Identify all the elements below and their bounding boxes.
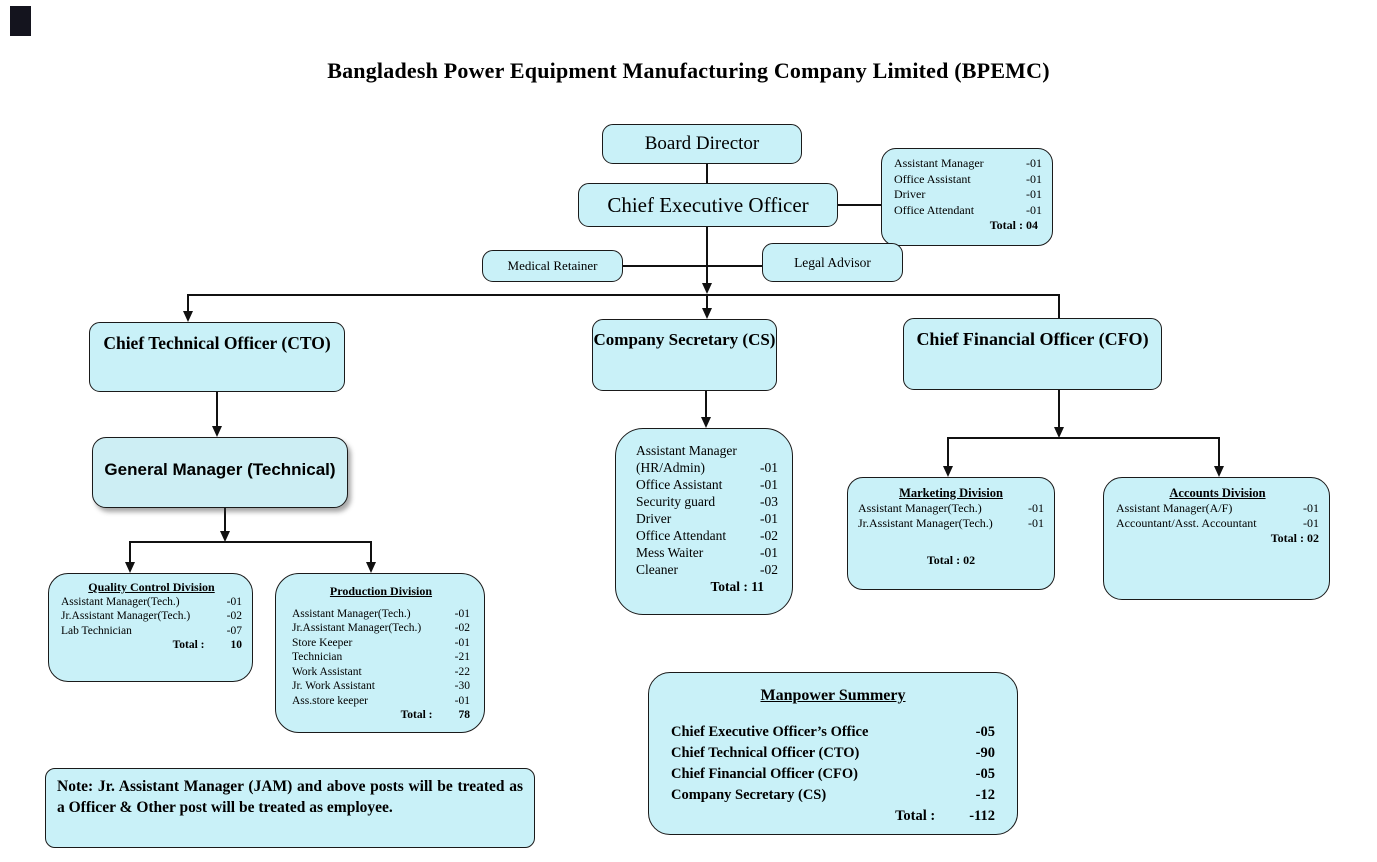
staff-row: Assistant Manager(Tech.) -01 bbox=[858, 501, 1044, 515]
division-title: Production Division bbox=[329, 584, 433, 598]
staff-row: Accountant/Asst. Accountant -01 bbox=[1116, 516, 1319, 530]
staff-row: Mess Waiter -01 bbox=[636, 545, 778, 560]
node-gm-technical bbox=[92, 437, 348, 508]
page-corner-mark bbox=[10, 6, 31, 36]
staff-row: Jr.Assistant Manager(Tech.) -01 bbox=[858, 516, 1044, 530]
note-text: Note: Jr. Assistant Manager (JAM) and above posts will be treated as a Officer & Other post will be treated as employee. bbox=[57, 778, 523, 816]
arrow-into-qc-icon bbox=[125, 562, 135, 573]
staff-row: Chief Executive Officer’s Office -05 bbox=[671, 724, 995, 740]
staff-total: Total : 04 bbox=[989, 218, 1038, 232]
connector-ceo-to-office bbox=[838, 204, 881, 206]
staff-row: Assistant Manager -01 bbox=[894, 156, 1042, 170]
staff-row: Assistant Manager(A/F) -01 bbox=[1116, 501, 1319, 515]
total-value: -112 bbox=[969, 808, 995, 824]
connector-drop-cto bbox=[187, 294, 189, 311]
connector-drop-cfo bbox=[1058, 294, 1060, 319]
connector-drop-accounts bbox=[1218, 437, 1220, 466]
connector-gm-down bbox=[224, 508, 226, 531]
total-value: 10 bbox=[230, 639, 242, 651]
node-medical-retainer bbox=[482, 250, 623, 282]
staff-rows bbox=[292, 607, 470, 709]
total-label: Total : bbox=[400, 709, 433, 721]
connector-drop-marketing bbox=[947, 437, 949, 466]
staff-row: Chief Financial Officer (CFO) -05 bbox=[671, 766, 995, 782]
arrow-into-gm-icon bbox=[212, 426, 222, 437]
node-legal-advisor bbox=[762, 243, 903, 282]
node-label: Company Secretary (CS) bbox=[593, 330, 776, 349]
staff-row: Jr.Assistant Manager(Tech.) -02 bbox=[292, 622, 470, 634]
node-label: Chief Financial Officer (CFO) bbox=[916, 329, 1149, 349]
connector-gm-split-bar bbox=[129, 541, 372, 543]
arrow-into-cto-icon bbox=[183, 311, 193, 322]
summary-total bbox=[671, 806, 995, 827]
division-title: Accounts Division bbox=[1169, 486, 1266, 500]
connector-cto-to-gm bbox=[216, 392, 218, 427]
staff-row: Office Assistant -01 bbox=[894, 171, 1042, 186]
connector-cs-to-staff bbox=[705, 391, 707, 418]
arrow-into-cs-staff-icon bbox=[701, 417, 711, 428]
staff-rows bbox=[858, 501, 1044, 531]
staff-total bbox=[292, 708, 470, 723]
staff-total bbox=[61, 638, 242, 653]
node-cfo bbox=[903, 318, 1162, 390]
division-title: Marketing Division bbox=[899, 486, 1003, 500]
staff-total: Total : 02 bbox=[1270, 531, 1319, 545]
staff-row: Assistant Manager(Tech.) -01 bbox=[61, 595, 242, 608]
page-title: Bangladesh Power Equipment Manufacturing Company Limited (BPEMC) bbox=[327, 58, 1050, 83]
staff-total: Total : 02 bbox=[926, 553, 976, 567]
division-title: Quality Control Division bbox=[88, 580, 215, 594]
note-box bbox=[45, 768, 535, 848]
staff-row: Chief Technical Officer (CTO) -90 bbox=[671, 745, 995, 761]
staff-row: Office Attendant -01 bbox=[894, 202, 1042, 217]
marketing-division-box bbox=[847, 477, 1055, 590]
node-label: Chief Technical Officer (CTO) bbox=[103, 333, 331, 353]
staff-row: Office Assistant -01 bbox=[636, 477, 778, 492]
staff-row: Technician -21 bbox=[292, 651, 470, 663]
staff-row: Office Attendant -02 bbox=[636, 528, 778, 543]
node-label: Medical Retainer bbox=[507, 258, 598, 273]
summary-rows bbox=[671, 722, 995, 806]
node-label: Board Director bbox=[644, 133, 760, 154]
staff-row: Driver -01 bbox=[894, 187, 1042, 201]
node-label: Chief Executive Officer bbox=[607, 192, 809, 217]
connector-cfo-down bbox=[1058, 390, 1060, 427]
node-board-director bbox=[602, 124, 802, 164]
staff-rows bbox=[636, 442, 778, 578]
cs-staff-list bbox=[615, 428, 793, 615]
staff-row: (HR/Admin) -01 bbox=[636, 460, 778, 475]
staff-rows bbox=[894, 156, 1042, 218]
staff-row: Assistant Manager(Tech.) -01 bbox=[292, 607, 470, 620]
connector-drop-production bbox=[370, 541, 372, 562]
staff-rows bbox=[1116, 501, 1319, 531]
total-label: Total : bbox=[895, 808, 936, 824]
arrow-into-cs-icon bbox=[702, 308, 712, 319]
staff-row: Cleaner -02 bbox=[636, 562, 778, 577]
ceo-office-staff-list bbox=[881, 148, 1053, 246]
staff-row: Work Assistant -22 bbox=[292, 665, 470, 678]
staff-row: Jr. Work Assistant -30 bbox=[292, 680, 470, 692]
total-value: 78 bbox=[458, 709, 470, 721]
manpower-summary-box bbox=[648, 672, 1018, 835]
node-label: Legal Advisor bbox=[794, 254, 871, 270]
node-label: General Manager (Technical) bbox=[104, 459, 336, 479]
arrow-into-marketing-icon bbox=[943, 466, 953, 477]
node-company-secretary bbox=[592, 319, 777, 391]
connector-drop-cs bbox=[706, 294, 708, 309]
staff-row: Store Keeper -01 bbox=[292, 636, 470, 649]
node-ceo bbox=[578, 183, 838, 227]
total-label: Total : bbox=[172, 639, 205, 651]
staff-row: Assistant Manager bbox=[636, 443, 737, 458]
summary-title: Manpower Summery bbox=[760, 687, 906, 704]
arrow-into-accounts-icon bbox=[1214, 466, 1224, 477]
staff-row: Ass.store keeper -01 bbox=[292, 694, 470, 707]
quality-control-division-box bbox=[48, 573, 253, 682]
staff-total: Total : 11 bbox=[710, 579, 764, 594]
staff-row: Lab Technician -07 bbox=[61, 624, 242, 637]
accounts-division-box bbox=[1103, 477, 1330, 600]
node-cto bbox=[89, 322, 345, 392]
staff-rows bbox=[61, 595, 242, 639]
staff-row: Driver -01 bbox=[636, 511, 778, 526]
staff-row: Security guard -03 bbox=[636, 494, 778, 509]
staff-row: Company Secretary (CS) -12 bbox=[671, 787, 995, 803]
connector-drop-qc bbox=[129, 541, 131, 562]
connector-board-to-ceo bbox=[706, 163, 708, 183]
connector-cfo-split-bar bbox=[947, 437, 1219, 439]
connector-medical-legal bbox=[623, 265, 762, 267]
staff-row: Jr.Assistant Manager(Tech.) -02 bbox=[61, 610, 242, 622]
connector-distribution-bar bbox=[187, 294, 1060, 296]
arrow-into-production-icon bbox=[366, 562, 376, 573]
production-division-box bbox=[275, 573, 485, 733]
connector-ceo-down bbox=[706, 227, 708, 283]
arrow-ceo-down-icon bbox=[702, 283, 712, 294]
